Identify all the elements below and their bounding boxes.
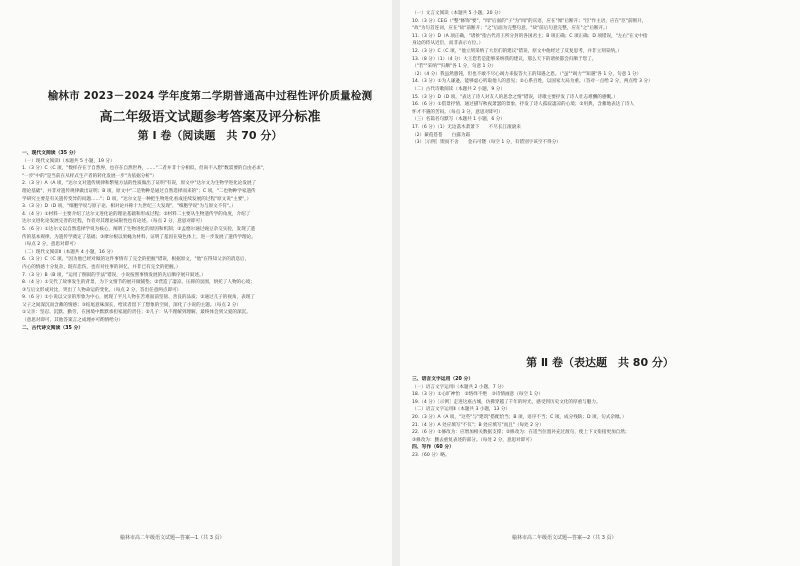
answer-line: 12.（3 分）C（C 项，"他立刻采纳了大臣们的建议"错误，原文中他经过了反复思考，并非立刻采纳。）	[412, 48, 622, 54]
page-footer-2: 榆林市高二年级语文试题—答案—2（共 3 页）	[512, 535, 617, 541]
section-heading: 二、古代诗文阅读（35 分）	[22, 325, 84, 331]
answer-line: 18.（3 分）①心旷神怡 ②络绎不绝 ③诗情画意（每空 1 分）	[412, 392, 543, 398]
answer-line: 传的基本规律，为遗传学奠定了基础；③摩尔根以果蝇为材料，证明了基因在染色体上，进一步发展了遗传学理论。	[22, 234, 256, 240]
answer-line: 理论基础"，并非对遗传规律做出证明；B 项，原文中"二是物种是通过自然选择而来的"；C 项，"二也物种学家遗传	[22, 188, 256, 194]
answer-line: 23.（60 分）略。	[412, 452, 450, 458]
answer-line: （二）古代诗歌阅读（本题共 2 小题，9 分）	[412, 86, 505, 92]
answer-line: 11.（3 分）D（A 项正确，"诸侯"指古代帝王所分封的各国君主；B 项正确；C 项正确；D 项错误，"左右"在文中指	[412, 33, 648, 39]
answer-line: 内心的情感十分复杂，既有悲伤，也有对往事的回忆，并非已有完全的把握。）	[22, 264, 181, 270]
answer-line: "一步"中的"是当前在从样式生产者的转化发展一步"为依据分析"）	[22, 173, 157, 179]
answer-line: 7.（3 分）B（B 项，"运用了倒叙的手法"错误，小说按照事情发展的先后顺序展开叙述。）	[22, 272, 206, 278]
volume-two-heading: 第 Ⅱ 卷（表达题 共 80 分）	[526, 356, 674, 369]
exam-title: 榆林市 2023－2024 学年度第二学期普通高中过程性评价质量检测	[47, 90, 373, 102]
answer-line: （二）语言文字运用Ⅱ（本题共 3 小题，13 分）	[412, 407, 511, 413]
answer-line: 15.（3 分）D（D 项，"表达了诗人对友人的思念之情"错误，诗歌主要抒发了诗人壮志难酬的感慨。）	[412, 94, 618, 100]
answer-line: 5.（6 分）①达尔文以自然选择学说为核心，阐明了生物进化的原因和机制；②孟德尔通过豌豆杂交实验，发现了遗	[22, 226, 255, 232]
page-footer-1: 榆林市高二年级语文试题—答案—1（共 3 页）	[120, 535, 225, 541]
answer-line: 怀才不遇的苦闷。（每点 3 分，意思对即可）	[412, 109, 503, 115]
answer-line: （每点 2 分，意思对即可）	[22, 242, 79, 248]
answer-line: ③修改为：删去重复表述的部分。（每处 2 分，意思对即可）	[412, 437, 535, 443]
answer-line: 20.（3 分）A（A 项，"这些"与"建筑"搭配恰当；B 项，语序不当；C 项，成分残缺；D 项，句式杂糅。）	[412, 414, 627, 420]
answer-line: （一）语言文字运用Ⅰ（本题共 2 小题，7 分）	[412, 384, 507, 390]
answer-line: 16.（6 分）①借景抒情，通过描写秋夜萧瑟的景象，抒发了诗人孤寂凄凉的心境；②用典，含蓄地表达了诗人	[412, 102, 635, 108]
answer-line: 19.（4 分）［示例］走进这座古城，仿佛穿越了千年的时光，感受到历史文化的厚重与魅力。	[412, 399, 601, 405]
answer-page-2	[400, 0, 800, 566]
answer-line: 身边的侍从近臣，而非表示方位。）	[412, 41, 484, 47]
left-body-text	[22, 150, 377, 332]
answer-line: 父子之间深沉而含蓄的情感；③结尾意味深长，给读者留下了想象的空间，深化了小说的主题。（每点 2 分）	[22, 302, 241, 308]
answer-line: （3）［示例］锲而不舍 金石可镂（每空 1 分，有错别字该空不得分）	[412, 140, 561, 146]
answer-line: 21.（4 分）A 处应填写"不仅"；B 处应填写"而且"（每处 2 分）	[412, 422, 544, 428]
answer-line: 13.（8 分）（1）（4 分）大王您若是能够采纳我的建议，那么天下的诸侯都会归顺于您了。	[412, 56, 597, 62]
answer-line: （"若""采纳""归顺"各 1 分，句意 1 分）	[412, 64, 497, 70]
answer-line: 17.（6 分）（1）无边落木萧萧下 不尽长江滚滚来	[412, 124, 521, 130]
answer-line: ③与后文形成对比，突出了人物命运的变化。（每点 2 分，答出任意两点即可）	[22, 287, 182, 293]
answer-page-1	[0, 0, 392, 566]
right-body-top	[412, 10, 792, 147]
answer-line: 22.（6 分）①修改为：应增加相关数据支撑；②修改为：在适当位置补充过渡句，使上下文衔接更加自然；	[412, 430, 630, 436]
answer-key-subtitle: 高二年级语文试题参考答案及评分标准	[99, 110, 321, 125]
answer-line: 9.（6 分）①小说以父亲的形象为中心，展现了平凡人物在苦难面前坚韧、善良的品质；②通过儿子的视角，表现了	[22, 295, 255, 301]
answer-line: 达尔文进化论发展完善的过程，作者对其理论局限性也有论述。（每点 2 分，意思对即可）	[22, 219, 205, 225]
right-body-bottom	[412, 376, 792, 460]
volume-one-heading: 第 Ⅰ 卷（阅读题 共 70 分）	[137, 129, 283, 142]
answer-line: 4.（4 分）①材料一主要介绍了达尔文进化论的理论基础和形成过程；②材料二主要从生物遗传学的角度，介绍了	[22, 211, 251, 217]
answer-line: ①父亲：坚忍、沉默、勤劳，在困境中默默承担家庭的责任；②儿子：从不理解到理解，最终体会到父爱的深沉。	[22, 310, 251, 316]
answer-line: （二）现代文阅读Ⅱ（本题共 4 小题，16 分）	[22, 249, 116, 255]
answer-line: （一）文言文阅读（本题共 5 小题，20 分）	[412, 11, 504, 16]
answer-line: 8.（4 分）①交代了故事发生的背景，为下文情节的展开做铺垫；②营造了凄凉、压抑的氛围，烘托了人物的心境；	[22, 280, 255, 286]
answer-line: 2.（3 分）A（A 项，"达尔文对遗传规律和繁殖方法的性质做出了证明"有误，原文中"达尔文为生物学进化论发展了	[22, 181, 257, 187]
section-heading: 四、写作（60 分）	[412, 445, 454, 451]
answer-line: 10.（3 分）CEG（"整"修饰"要"，"闻"后面的"子"为"闻"的宾语，应在"闻"后断开；"臣"作主语，应在"臣"前断开，	[412, 18, 647, 24]
answer-line: 1.（3 分）C（C 项，"数样存在于自然界，也存在自然世界，……"二者并非十分相似，但尚不入想"数需要的自由必求"，	[22, 166, 268, 172]
answer-line: （意思对即可，其他答案言之成理亦可酌情给分）	[22, 318, 124, 324]
answer-line: 6.（3 分）C（C 项，"因为他已经对做的这件事情有了完全的把握"错误，根据原文，"他"在得知父亲的消息后，	[22, 257, 250, 263]
section-heading: 一、现代文阅读（35 分）	[22, 151, 79, 156]
answer-line: （2）蒹葭苍苍 白露为霜	[412, 132, 471, 138]
answer-line: 3.（3 分）D（D 项，"细胞学说与原子论、相对论并称十九世纪三大发现"，"细胞学说"为与原文不符"。）	[22, 204, 236, 210]
answer-line: （一）现代文阅读Ⅰ（本题共 5 小题，19 分）	[22, 158, 115, 164]
answer-line: "故"为句首连词，应在"故"前断开；"之"后面为完整句意，"故"前后句意完整，应在"之"后断开。）	[412, 26, 610, 32]
answer-line: （2）（4 分）我虽然愚钝，但也不敢不尽心竭力来报答大王的知遇之恩。（"虽""竭力""知遇"各 1 分，句意 1 分）	[412, 71, 642, 77]
answer-line: （三）名篇名句默写（本题共 1 小题，6 分）	[412, 117, 505, 123]
page-gutter	[392, 0, 400, 566]
answer-line: 14.（3 分）①为人谦逊，能够虚心听取他人的意见；②心系百姓，以国家大局为重。（答对一点给 2 分，两点给 3 分）	[412, 79, 653, 85]
answer-line: 学研究主要是有关遗传变异的问题……"；D 项，"达尔文是一种把生物进化看成连续发展的过程"原文说"主要"，）	[22, 196, 252, 202]
section-heading: 三、语言文字运用（20 分）	[412, 377, 474, 382]
